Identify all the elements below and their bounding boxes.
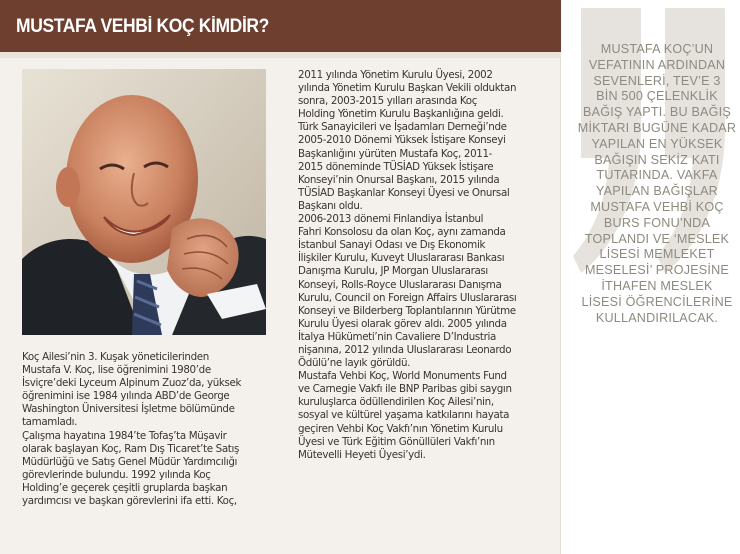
text-line: Koç Ailesi’nin 3. Kuşak yöneticilerinden <box>22 351 209 363</box>
text-line: İlişkiler Kurulu, Kuveyt Uluslararası Bankası <box>298 252 505 265</box>
text-line: ve Carnegie Vakfı ile BNP Paribas gibi saygın <box>298 383 512 396</box>
text-line: Kurulu Üyesi olarak görev aldı. 2005 yılında <box>298 317 507 330</box>
text-line: 2015 döneminde TÜSİAD Yüksek İstişare <box>298 160 494 173</box>
text-line: İsviçre’deki Lyceum Alpinum Zuoz’da, yüksek <box>22 377 242 390</box>
quote-line: KULLANDIRILACAK. <box>595 310 719 325</box>
quote-line: BİN 500 ÇELENKLİK <box>596 89 718 104</box>
text-line: Türk Sanayicileri ve İşadamları Derneği’nde <box>298 121 507 134</box>
quote-line: TUTARINDA. VAKFA <box>596 168 718 183</box>
text-line: Çalışma hayatına 1984’te Tofaş’ta Müşavir <box>22 429 227 442</box>
text-line: sosyal ve kültürel yaşama katkılarını hayata <box>298 409 510 422</box>
text-line: kuruluşlarca ödüllendirilen Koç Ailesi’nin, <box>298 396 494 409</box>
text-line: TÜSİAD Başkanlar Konseyi Üyesi ve Onursal <box>298 186 510 199</box>
text-line: Mustafa Vehbi Koç, World Monuments Fund <box>298 370 507 383</box>
text-line: Üyesi ve Türk Eğitim Gönüllüleri Vakfı’nın <box>298 435 495 448</box>
text-line: Konseyi, Rolls-Royce Uluslararası Danışma <box>298 278 502 291</box>
text-line: Mustafa V. Koç, lise öğrenimini 1980’de <box>22 364 211 377</box>
text-line: Holding’e geçerek çeşitli gruplarda başkan <box>22 481 228 494</box>
quote-line: BAĞIŞIN SEKİZ KATI <box>594 152 720 167</box>
quote-line: MESELESİ’ PROJESİNE <box>584 263 729 278</box>
text-line: görevlerinde bulundu. 1992 yılında Koç <box>22 468 211 481</box>
text-line: Ödülü’ne layık görüldü. <box>298 357 411 370</box>
text-line: Başkanı oldu. <box>298 199 363 212</box>
quote-line: MUSTAFA VEHBİ KOÇ <box>590 199 724 214</box>
quote-line: SEVENLERİ, TEV’E 3 <box>593 73 721 88</box>
text-line: tamamladı. <box>22 416 78 429</box>
quote-line: TOPLANDI VE ‘MESLEK <box>584 231 730 246</box>
text-line: öğrenimini ise 1984 yılında ABD’de George <box>22 390 230 403</box>
text-line: sonra, 2003-2015 yılları arasında Koç <box>298 95 478 108</box>
quote-line: BURS FONU’NDA <box>603 215 711 230</box>
text-line: Konseyi ve Bilderberg Toplantılarının Yürütme <box>298 304 516 317</box>
text-line: Fahri Konsolosu da olan Koç, aynı zamanda <box>298 226 506 239</box>
text-line: Washington Üniversitesi İşletme bölümünde <box>22 403 235 416</box>
sidebar-quote-panel <box>569 0 740 554</box>
text-line: Başkanlığını yürüten Mustafa Koç, 2011- <box>298 147 493 160</box>
quote-line: MİKTARI BUGÜNE KADAR <box>577 120 737 135</box>
text-line: olarak başlayan Koç, Ram Dış Ticaret’te Satış <box>22 442 240 455</box>
quote-line: MUSTAFA KOÇ’UN <box>600 42 714 56</box>
text-line: 2005-2010 Dönemi Yüksek İstişare Konseyi <box>298 134 506 147</box>
portrait-photo <box>22 69 266 335</box>
quote-line: İTHAFEN MESLEK <box>601 278 713 293</box>
page-title: MUSTAFA VEHBİ KOÇ KİMDİR? <box>16 16 269 37</box>
text-line: Konseyi’nin Onursal Başkanı, 2015 yılında <box>298 173 500 186</box>
text-line: 2011 yılında Yönetim Kurulu Üyesi, 2002 <box>298 69 493 81</box>
quote-line: LİSESİ MEMLEKET <box>599 247 715 262</box>
text-line: Kurulu, Council on Foreign Affairs Uluslararası <box>298 291 517 304</box>
left-text-column <box>22 351 270 508</box>
text-line: Danışma Kurulu, JP Morgan Uluslararası <box>298 265 488 278</box>
quote-line: YAPILAN EN YÜKSEK <box>591 136 723 151</box>
quote-line: BAĞIŞ YAPTI. BU BAĞIŞ <box>583 105 731 120</box>
text-line: nişanına, 2012 yılında Uluslararası Leonardo <box>298 343 512 356</box>
quote-line: LİSESİ ÖĞRENCİLERİNE <box>581 294 733 309</box>
right-text-column <box>298 69 560 462</box>
quote-line: VEFATININ ARDINDAN <box>588 57 726 72</box>
text-line: yardımcısı ve başkan görevlerini ifa etti. Koç, <box>22 495 237 508</box>
text-line: geçiren Vehbi Koç Vakfı’nın Yönetim Kurulu <box>298 422 503 435</box>
text-line: Müdürlüğü ve Satış Genel Müdür Yardımcılığı <box>22 455 238 468</box>
text-line: 2006-2013 dönemi Finlandiya İstanbul <box>298 213 484 226</box>
quote-line: YAPILAN BAĞIŞLAR <box>596 184 718 199</box>
text-line: Mütevelli Heyeti Üyesi’ydi. <box>298 448 426 461</box>
text-line: yılında Yönetim Kurulu Başkan Vekili olduktan <box>298 82 517 95</box>
text-line: Holding Yönetim Kurulu Başkanlığına geldi. <box>298 108 504 121</box>
title-bar <box>0 0 561 52</box>
text-line: İstanbul Sanayi Odası ve Dış Ekonomik <box>298 239 486 252</box>
text-line: İtalya Hükümeti’nin Cavaliere D’Industria <box>298 330 496 343</box>
pull-quote <box>575 42 739 326</box>
